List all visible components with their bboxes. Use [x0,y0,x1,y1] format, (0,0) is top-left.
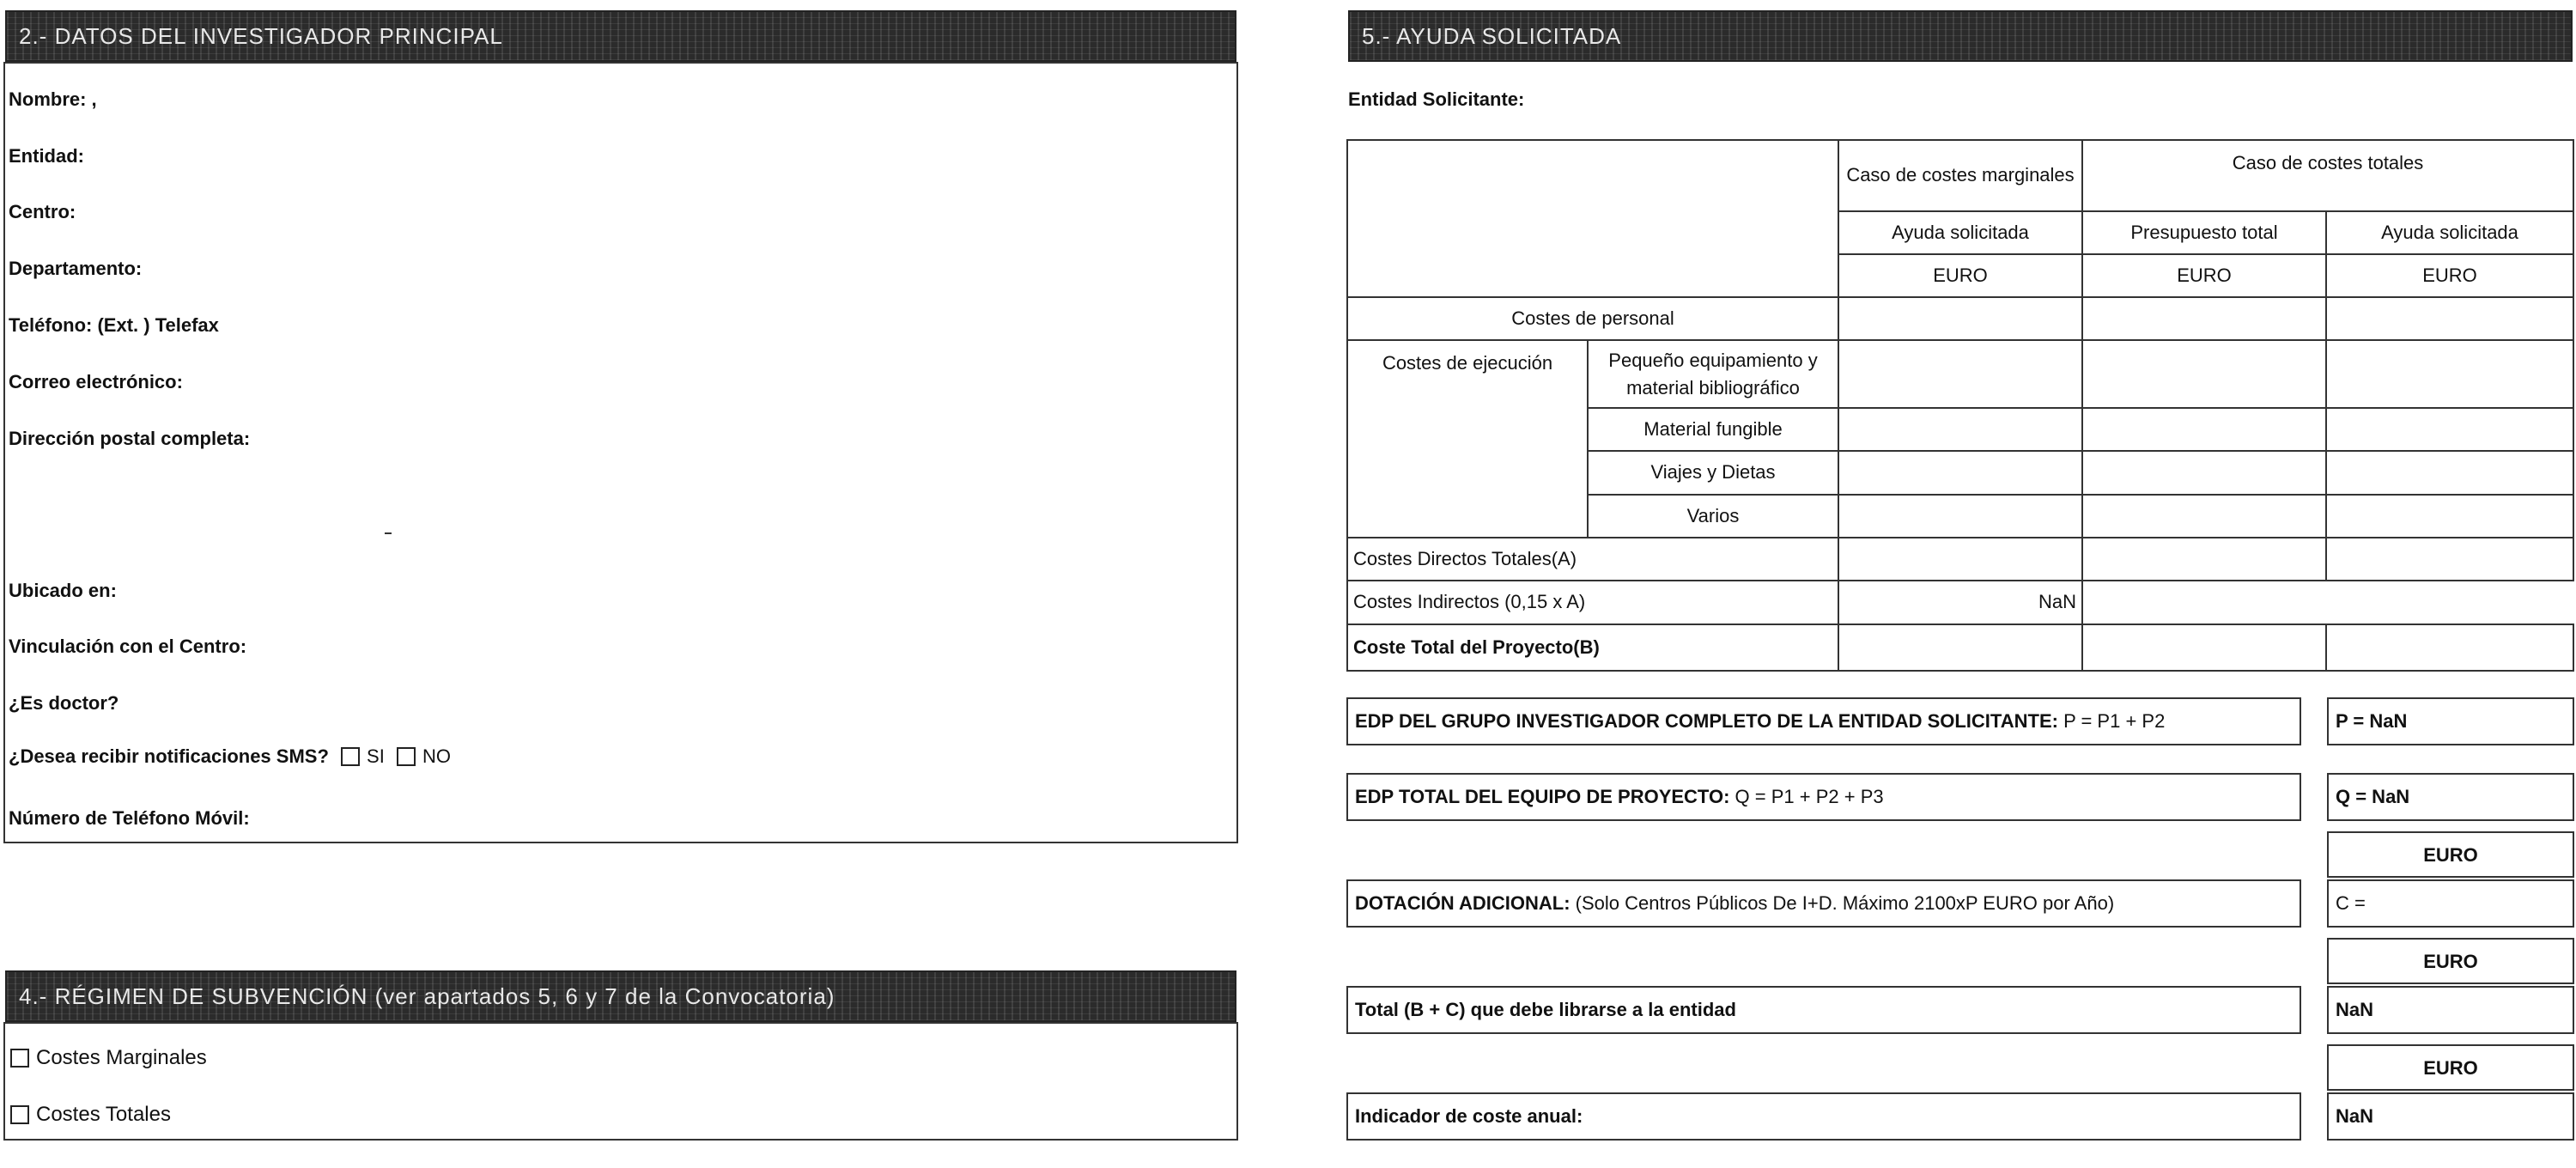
cell-viajes-2[interactable] [2082,451,2326,494]
edp-total-value[interactable]: Q = NaN [2327,773,2574,821]
col-presupuesto-total: Presupuesto total [2082,211,2326,254]
cell-fungible-1[interactable] [1838,408,2082,451]
row-material-fungible: Material fungible [1588,408,1838,451]
costs-table [1346,139,2574,672]
edp-grupo-box [1346,697,2301,745]
investigador-panel [3,62,1238,843]
total-bc-value[interactable]: NaN [2327,986,2574,1034]
option-costes-marginales[interactable] [10,1046,207,1070]
indicador-box [1346,1092,2301,1141]
section-banner-ayuda: 5.- AYUDA SOLICITADA [1348,10,2573,62]
total-bc-box [1346,986,2301,1034]
col-totales: Caso de costes totales [2082,140,2573,211]
cell-viajes-3[interactable] [2326,451,2573,494]
dotacion-note: (Solo Centros Públicos De I+D. Máximo 2100xP EURO por Año) [1575,892,2115,914]
direccion-label: Dirección postal completa: [9,428,251,449]
doctor-label: ¿Es doctor? [9,692,119,714]
cell-viajes-1[interactable] [1838,451,2082,494]
cell-equip-3[interactable] [2326,340,2573,408]
movil-label: Número de Teléfono Móvil: [9,807,250,829]
cell-total-1[interactable] [1838,624,2082,671]
col-euro-3: EURO [2326,254,2573,297]
total-bc-euro-header: EURO [2327,938,2574,984]
row-costes-ejecucion: Costes de ejecución [1347,340,1588,537]
row-costes-personal: Costes de personal [1347,297,1838,340]
row-coste-total: Coste Total del Proyecto(B) [1347,624,1838,671]
costes-marginales-checkbox[interactable] [10,1049,29,1068]
cell-fungible-2[interactable] [2082,408,2326,451]
row-viajes-dietas: Viajes y Dietas [1588,451,1838,494]
row-pequeno-equipamiento: Pequeño equipamiento y material bibliográfico [1588,340,1838,408]
indicador-label: Indicador de coste anual: [1355,1105,1583,1127]
dotacion-value[interactable]: C = [2327,879,2574,928]
ubicado-label: Ubicado en: [9,580,117,601]
sms-question [9,745,451,768]
cell-equip-1[interactable] [1838,340,2082,408]
col-marginales: Caso de costes marginales [1838,140,2082,211]
edp-grupo-label: EDP DEL GRUPO INVESTIGADOR COMPLETO DE LA ENTIDAD SOLICITANTE: [1355,710,2058,732]
indicador-euro-header: EURO [2327,1044,2574,1091]
cell-total-3[interactable] [2326,624,2573,671]
cell-directos-1[interactable] [1838,538,2082,581]
cell-fungible-3[interactable] [2326,408,2573,451]
indicador-value[interactable]: NaN [2327,1092,2574,1141]
cell-equip-2[interactable] [2082,340,2326,408]
edp-total-formula: Q = P1 + P2 + P3 [1735,786,1884,807]
edp-total-box [1346,773,2301,821]
total-bc-label: Total (B + C) que debe librarse a la entidad [1355,999,1736,1020]
sms-no-checkbox[interactable] [397,747,416,766]
cell-varios-1[interactable] [1838,495,2082,538]
costes-totales-checkbox[interactable] [10,1105,29,1124]
sms-si-checkbox[interactable] [341,747,360,766]
dotacion-box [1346,879,2301,928]
section-banner-investigador: 2.- DATOS DEL INVESTIGADOR PRINCIPAL [5,10,1236,62]
edp-grupo-value[interactable]: P = NaN [2327,697,2574,745]
dash-mark [385,532,392,534]
row-varios: Varios [1588,495,1838,538]
dotacion-label: DOTACIÓN ADICIONAL: [1355,892,1571,914]
entidad-label: Entidad: [9,145,84,167]
vinculacion-label: Vinculación con el Centro: [9,636,247,657]
col-euro-1: EURO [1838,254,2082,297]
row-costes-indirectos: Costes Indirectos (0,15 x A) [1347,581,1838,624]
sms-no-label: NO [422,745,451,767]
centro-label: Centro: [9,201,76,222]
section-banner-regimen: 4.- RÉGIMEN DE SUBVENCIÓN (ver apartados 5, 6 y 7 de la Convocatoria) [5,970,1236,1022]
table-corner [1347,140,1838,297]
sms-question-text: ¿Desea recibir notificaciones SMS? [9,745,329,767]
cell-personal-1[interactable] [1838,297,2082,340]
entidad-solicitante-label: Entidad Solicitante: [1348,88,1525,110]
cell-varios-2[interactable] [2082,495,2326,538]
cell-personal-2[interactable] [2082,297,2326,340]
row-costes-directos: Costes Directos Totales(A) [1347,538,1838,581]
col-euro-2: EURO [2082,254,2326,297]
cell-indirectos-empty [2082,581,2573,624]
col-ayuda-solicitada: Ayuda solicitada [1838,211,2082,254]
costes-marginales-label: Costes Marginales [36,1046,207,1069]
cell-personal-3[interactable] [2326,297,2573,340]
cell-varios-3[interactable] [2326,495,2573,538]
sms-si-label: SI [367,745,385,767]
nombre-label: Nombre: , [9,88,97,110]
correo-label: Correo electrónico: [9,371,183,392]
costes-totales-label: Costes Totales [36,1103,171,1126]
regimen-panel [3,1022,1238,1141]
edp-total-label: EDP TOTAL DEL EQUIPO DE PROYECTO: [1355,786,1730,807]
cell-total-2[interactable] [2082,624,2326,671]
cell-directos-2[interactable] [2082,538,2326,581]
option-costes-totales[interactable] [10,1103,171,1127]
telefono-label: Teléfono: (Ext. ) Telefax [9,314,219,336]
col-ayuda-solicitada-2: Ayuda solicitada [2326,211,2573,254]
dotacion-euro-header: EURO [2327,831,2574,878]
edp-grupo-formula: P = P1 + P2 [2063,710,2166,732]
cell-indirectos-value: NaN [1838,581,2082,624]
departamento-label: Departamento: [9,258,143,279]
cell-directos-3[interactable] [2326,538,2573,581]
